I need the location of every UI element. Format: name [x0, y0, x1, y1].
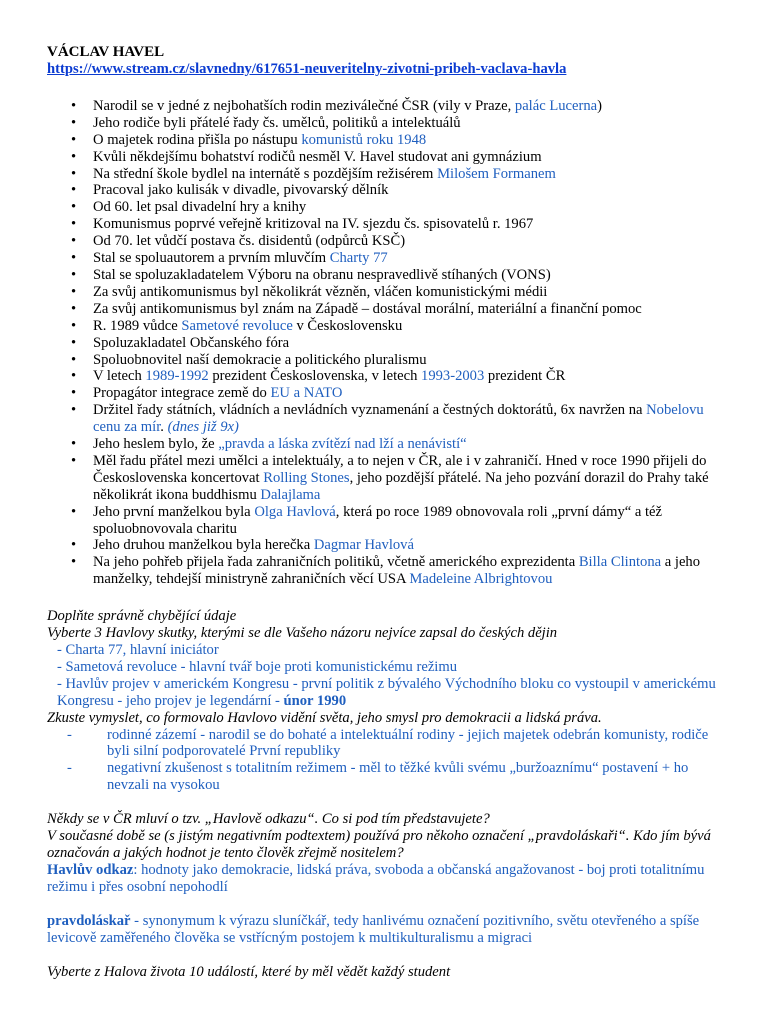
fact-item: [93, 250, 728, 267]
question-legacy: Někdy se v ČR mluví o tzv. „Havlově odkazu“. Co si pod tím představujete?: [47, 811, 490, 828]
fact-item: [93, 199, 728, 216]
tasks-section: [47, 608, 728, 980]
fact-text: Narodil se v jedné z nejbohatších rodin meziválečné ČSR (vily v Praze,: [93, 97, 515, 114]
fact-text: Za svůj antikomunismus byl znám na Západě – dostával morální, materiální a finanční pomoc: [93, 300, 642, 317]
fact-highlight: Sametové revoluce: [181, 317, 293, 334]
fact-highlight: Dagmar Havlová: [313, 537, 414, 554]
fact-item: [93, 149, 728, 166]
question-events: Vyberte z Halova života 10 událostí, které by měl vědět každý student: [47, 963, 451, 980]
facts-list: [47, 98, 728, 588]
fact-highlight: komunistů roku 1948: [301, 131, 427, 148]
worldview-answer-2: - negativní zkušenost s totalitním režimem - měl to těžké kvůli svému „buržoaznímu“ postavení + ho nevzali na vysokou: [107, 760, 728, 794]
answer-pravdolaskar: [47, 913, 728, 947]
fact-highlight: Rolling Stones: [263, 469, 350, 486]
answer-legacy: [47, 862, 728, 896]
fact-text: Na jeho pohřeb přijela řada zahraničních politiků, včetně amerického exprezidenta: [93, 554, 579, 571]
fact-item: [93, 402, 728, 436]
fact-highlight: Olga Havlová: [254, 503, 336, 520]
question-worldview: Zkuste vymyslet, co formovalo Havlovo vidění světa, jeho smysl pro demokracii a lidská práva.: [47, 709, 602, 726]
fact-text: Držitel řady státních, vládních a nevládních vyznamenání a čestných doktorátů, 6x navržen na: [93, 402, 647, 419]
fact-item: [93, 216, 728, 233]
fact-highlight: palác Lucerna: [514, 97, 598, 114]
fact-item: [93, 98, 728, 115]
fact-text: V letech: [93, 368, 146, 385]
fact-item: [93, 335, 728, 352]
fact-text: Stal se spoluzakladatelem Výboru na obranu nespravedlivě stíhaných (VONS): [93, 266, 551, 283]
fact-text: Propagátor integrace země do: [93, 385, 271, 402]
fact-highlight: Charty 77: [329, 250, 388, 267]
fact-text: O majetek rodina přišla po nástupu: [93, 131, 302, 148]
fact-text: Jeho druhou manželkou byla herečka: [93, 537, 314, 554]
fact-text: Stal se spoluautorem a prvním mluvčím: [93, 250, 330, 267]
fact-text: Jeho první manželkou byla: [93, 503, 255, 520]
fact-highlight: Nobelovu cenu za mír: [93, 402, 704, 436]
fact-text: Kvůli někdejšímu bohatství rodičů nesměl V. Havel studovat ani gymnázium: [93, 148, 542, 165]
fact-item: [93, 233, 728, 250]
fact-text: Na střední škole bydlel na internátě s pozdějším režisérem: [93, 165, 438, 182]
fact-highlight: 1993-2003: [421, 368, 485, 385]
fact-text: ): [597, 97, 602, 114]
answer-congress-text: - Havlův projev v americkém Kongresu - první politik z bývalého Východního bloku co vystoupil v americkému Kongresu - jeho projev je legendární -: [57, 675, 716, 709]
question-pravdolaskari: V současné době se (s jistým negativním podtextem) používá pro někoho označení „pravdoláskaři“. Kdo jím bývá označován a jakých hodnot je tento člověk zřejmě nositelem?: [47, 828, 711, 861]
answer-legacy-text: : hodnoty jako demokracie, lidská práva, svoboda a občanská angažovanost - boj proti totalitnímu režimu i přes osobní nepohodlí: [47, 861, 705, 895]
fact-item: [93, 436, 728, 453]
fact-text: Spoluobnovitel naší demokracie a politického pluralismu: [93, 351, 427, 368]
fact-highlight: Milošem Formanem: [437, 165, 556, 182]
task-intro: Doplňte správně chybějící údaje: [47, 608, 237, 625]
fact-text: Komunismus poprvé veřejně kritizoval na IV. sjezdu čs. spisovatelů r. 1967: [93, 216, 534, 233]
fact-item: [93, 182, 728, 199]
worldview-answer-1: - rodinné zázemí - narodil se do bohaté a intelektuální rodiny - jejich majetek odebrán komunisty, rodiče byli silní podporovatelé První republiky: [107, 727, 728, 761]
fact-item: [93, 132, 728, 149]
document-title: VÁCLAV HAVEL: [47, 44, 165, 60]
fact-text: Jeho heslem bylo, že: [93, 436, 219, 453]
fact-text: Od 60. let psal divadelní hry a knihy: [93, 199, 307, 216]
fact-text: prezident Československa, v letech: [208, 368, 422, 385]
fact-text: .: [160, 419, 168, 436]
fact-text: Pracoval jako kulisák v divadle, pivovarský dělník: [93, 182, 389, 199]
fact-highlight: Billa Clintona: [578, 554, 662, 571]
fact-item: [93, 537, 728, 554]
fact-highlight: Dalajlama: [260, 486, 321, 503]
worldview-answers: [47, 727, 728, 795]
answer-congress-date: únor 1990: [283, 692, 347, 709]
fact-text: R. 1989 vůdce: [93, 317, 182, 334]
fact-highlight: EU a NATO: [270, 385, 343, 402]
answer-pravdolaskar-label: pravdoláskař: [47, 912, 131, 929]
fact-text: Od 70. let vůdčí postava čs. disidentů (odpůrců KSČ): [93, 233, 406, 250]
fact-text: , která po roce 1989 obnovovala roli „první dámy“ a též spoluobnovovala charitu: [93, 503, 662, 537]
fact-item: [93, 453, 728, 504]
fact-highlight: 1989-1992: [145, 368, 209, 385]
fact-text: prezident ČR: [484, 368, 566, 385]
question-deeds: Vyberte 3 Havlovy skutky, kterými se dle Vašeho názoru nejvíce zapsal do českých dějin: [47, 625, 558, 642]
answer-revolution: - Sametová revoluce - hlavní tvář boje proti komunistickému režimu: [57, 658, 457, 675]
fact-item: [93, 284, 728, 301]
answer-legacy-label: Havlův odkaz: [47, 861, 134, 878]
fact-highlight: Madeleine Albrightovou: [409, 571, 553, 588]
fact-item: [93, 504, 728, 538]
answer-congress: [47, 676, 728, 710]
fact-text: Za svůj antikomunismus byl několikrát vězněn, vláčen komunistickými médii: [93, 283, 548, 300]
fact-item: [93, 352, 728, 369]
fact-item: [93, 554, 728, 588]
fact-text: Spoluzakladatel Občanského fóra: [93, 334, 290, 351]
fact-item: [93, 368, 728, 385]
fact-item: [93, 301, 728, 318]
fact-item: [93, 166, 728, 183]
fact-text: v Československu: [292, 317, 403, 334]
answer-charta: - Charta 77, hlavní iniciátor: [57, 642, 219, 658]
fact-text: , jeho pozdější přátelé. Na jeho pozvání dorazil do Prahy také několikrát ikona buddhismu: [93, 469, 709, 503]
fact-highlight: „pravda a láska zvítězí nad lží a nenávistí“: [218, 436, 467, 453]
fact-item: [93, 115, 728, 132]
fact-text: Jeho rodiče byli přátelé řady čs. umělců, politiků a intelektuálů: [93, 114, 461, 131]
fact-item: [93, 267, 728, 284]
source-link[interactable]: https://www.stream.cz/slavnedny/617651-neuveritelny-zivotni-pribeh-vaclava-havla: [47, 61, 567, 77]
fact-text: a jeho manželky, tehdejší ministryně zahraničních věcí USA: [93, 554, 701, 588]
fact-highlight: (dnes již 9x): [167, 419, 239, 436]
fact-item: [93, 318, 728, 335]
fact-text: Měl řadu přátel mezi umělci a intelektuály, a to nejen v ČR, ale i v zahraničí. Hned v roce 1990 přijeli do Československa koncertovat: [93, 452, 707, 486]
fact-item: [93, 385, 728, 402]
answer-pravdolaskar-text: - synonymum k výrazu sluníčkář, tedy hanlivému označení pozitivního, světu otevřeného a spíše levicově zaměřeného člověka se vstřícným postojem k multikulturalismu a migraci: [47, 912, 700, 946]
